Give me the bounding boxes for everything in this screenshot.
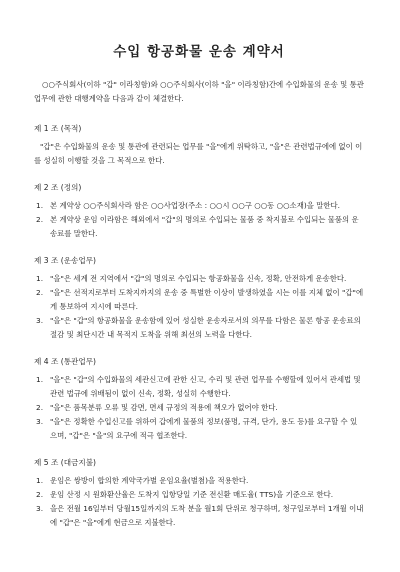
article-items <box>34 474 364 530</box>
item-number: 2. <box>36 403 44 412</box>
article-heading: 제 5 조 (대금지불) <box>34 458 97 467</box>
intro-paragraph: ○○주식회사(이하 "갑" 이라칭함)와 ○○주식회사(이하 "을" 이라칭함)간에 수입화물의 운송 및 통관업무에 관한 대행계약을 다음과 같이 체결한다. <box>34 80 364 103</box>
article-heading: 제 1 조 (목적) <box>34 124 82 133</box>
article-1 <box>34 123 364 168</box>
item-number: 2. <box>36 215 44 224</box>
article-3 <box>34 255 364 342</box>
article-items <box>34 272 364 342</box>
item-text: 운임 산정 시 원화환산율은 도착지 입항당일 기준 전신환 매도율( TTS)을 기준으로 한다. <box>50 490 334 499</box>
list-item <box>34 213 364 241</box>
item-text: "을"은 "갑"의 수입화물의 세관신고에 관한 신고, 수리 및 관련 업무를 수행할에 있어서 관세법 및 관련 법규에 위배됨이 없이 신속, 정확, 성실히 수행한다. <box>50 375 361 398</box>
document-title: 수입 항공화물 운송 계약서 <box>113 44 285 60</box>
list-item <box>34 272 364 286</box>
item-text: "을"은 정확한 수입신고를 위하여 갑에게 물품의 정보(품명, 규격, 단가, 용도 등)를 요구할 수 있으며, "갑"은 "을"의 요구에 적극 협조한다. <box>50 417 358 440</box>
list-item <box>34 415 364 443</box>
item-number: 3. <box>36 316 44 325</box>
article-body: "갑"은 수입화물의 운송 및 통관에 관련되는 업무를 "을"에게 위탁하고, "을"은 관련법규에에 없이 이를 성실히 이행할 것을 그 목적으로 한다. <box>34 142 363 165</box>
article-heading: 제 4 조 (통관업무) <box>34 357 97 366</box>
list-item <box>34 488 364 502</box>
article-4 <box>34 356 364 443</box>
list-item <box>34 199 364 213</box>
list-item <box>34 373 364 401</box>
item-number: 2. <box>36 490 44 499</box>
item-number: 1. <box>36 476 44 485</box>
item-text: 을은 전월 16일부터 당월15일까지의 도착 분을 월1회 단위로 청구하며, 청구일로부터 1개월 이내에 "갑"은 "을"에게 현금으로 지불한다. <box>50 504 364 527</box>
item-number: 2. <box>36 288 44 297</box>
list-item <box>34 314 364 342</box>
item-number: 1. <box>36 274 44 283</box>
item-number: 3. <box>36 504 44 513</box>
item-text: 본 계약상 ○○주식회사라 함은 ○○사업장(주소 : ○○시 ○○구 ○○동 ○○소재)을 말한다. <box>50 201 340 210</box>
list-item <box>34 474 364 488</box>
item-number: 1. <box>36 375 44 384</box>
list-item <box>34 401 364 415</box>
article-2 <box>34 182 364 241</box>
list-item <box>34 286 364 314</box>
item-text: "을"은 품목분류 오류 및 감면, 면세 규정의 적용에 책오가 없어야 한다. <box>50 403 278 412</box>
item-text: "을"은 세계 전 지역에서 "갑"의 명의로 수입되는 항공화물을 신속, 정확, 안전하게 운송한다. <box>50 274 347 283</box>
item-text: 본 계약상 운임 이라함은 해외에서 "갑"의 명의로 수입되는 물품 중 착지불로 수입되는 물품의 운송료를 말한다. <box>50 215 359 238</box>
article-items <box>34 373 364 443</box>
article-heading: 제 2 조 (정의) <box>34 183 82 192</box>
item-text: 운임은 쌍방이 합의한 계약국가별 운임요율(별첨)을 적용한다. <box>50 476 249 485</box>
article-heading: 제 3 조 (운송업무) <box>34 256 97 265</box>
article-items <box>34 199 364 241</box>
item-text: "을"은 "갑"의 항공화물을 운송함에 있어 성실한 운송자로서의 의무를 다함은 물론 항공 운송료의 절감 및 최단시간 내 목적지 도착을 위해 최선의 노력을 다한다. <box>50 316 361 339</box>
item-number: 3. <box>36 417 44 426</box>
item-text: "을"은 선적지로부터 도착지까지의 운송 중 특별한 이상이 발생하였을 시는 이를 지체 없이 "갑"에게 통보하여 지시에 따른다. <box>50 288 364 311</box>
list-item <box>34 502 364 530</box>
item-number: 1. <box>36 201 44 210</box>
article-5 <box>34 457 364 530</box>
